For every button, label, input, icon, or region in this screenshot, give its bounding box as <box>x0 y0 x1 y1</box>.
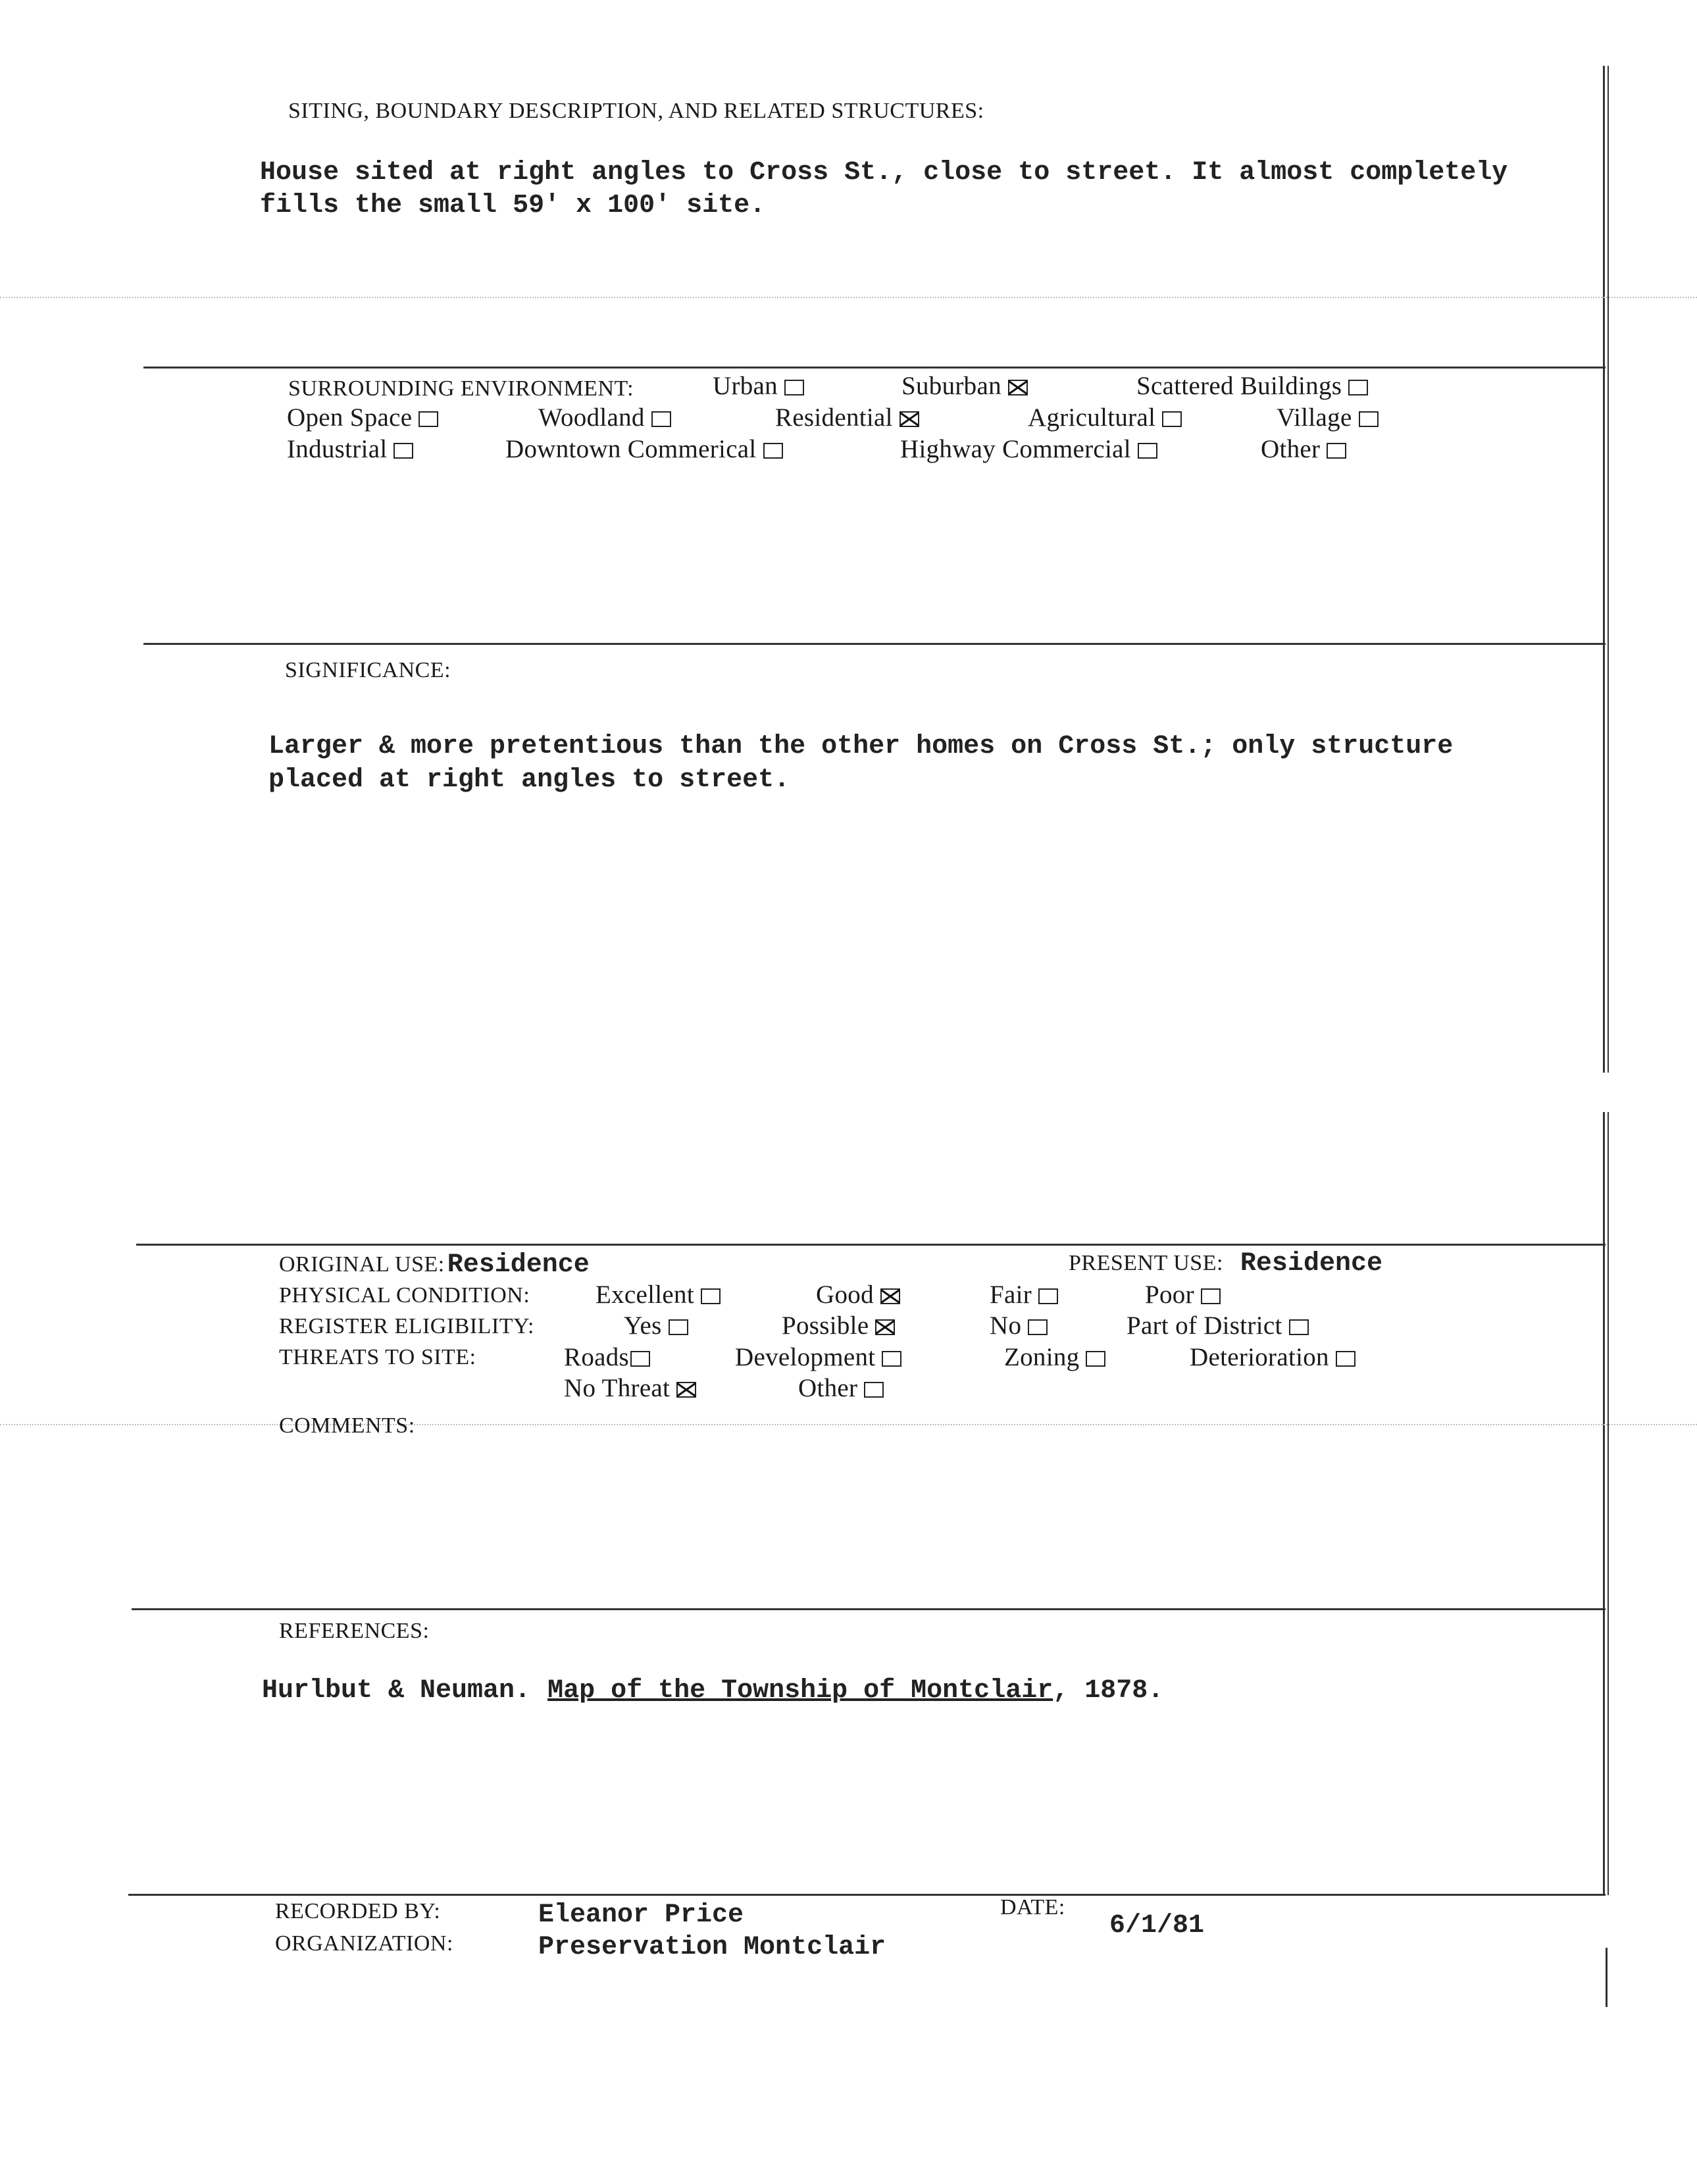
condition-option-excellent[interactable]: Excellent <box>595 1280 721 1309</box>
eligibility-option-possible[interactable]: Possible <box>782 1311 895 1340</box>
env-highway-checkbox[interactable] <box>1138 443 1157 459</box>
environment-heading: SURROUNDING ENVIRONMENT: <box>288 376 634 401</box>
reference-title: Map of the Township of Montclair <box>547 1676 1053 1706</box>
recorded-by-value: Eleanor Price <box>538 1900 744 1930</box>
threat-option-other[interactable]: Other <box>798 1373 884 1403</box>
env-agricultural-checkbox[interactable] <box>1162 411 1182 427</box>
condition-option-fair[interactable]: Fair <box>990 1280 1058 1309</box>
original-use: ORIGINAL USE: Residence <box>279 1250 590 1280</box>
siting-heading: SITING, BOUNDARY DESCRIPTION, AND RELATED STRUCTURES: <box>288 99 984 123</box>
reference-year: , 1878. <box>1053 1676 1164 1706</box>
references-heading: REFERENCES: <box>279 1619 430 1643</box>
env-option-village[interactable]: Village <box>1277 403 1379 432</box>
siting-text-line1: House sited at right angles to Cross St., close to street. It almost completely <box>260 158 1508 188</box>
physical-condition-heading: PHYSICAL CONDITION: <box>279 1283 530 1308</box>
threats-heading: THREATS TO SITE: <box>279 1345 476 1369</box>
eligibility-option-yes[interactable]: Yes <box>624 1311 688 1340</box>
eligibility-option-no[interactable]: No <box>990 1311 1048 1340</box>
siting-text-line2: fills the small 59' x 100' site. <box>260 191 766 220</box>
env-downtown-checkbox[interactable] <box>763 443 783 459</box>
threat-other-checkbox[interactable] <box>864 1382 884 1398</box>
env-option-scattered-buildings[interactable]: Scattered Buildings <box>1136 371 1368 401</box>
organization-value: Preservation Montclair <box>538 1933 886 1962</box>
condition-option-poor[interactable]: Poor <box>1145 1280 1221 1309</box>
threat-option-development[interactable]: Development <box>735 1342 901 1372</box>
organization-label: ORGANIZATION: <box>275 1931 453 1956</box>
condition-poor-checkbox[interactable] <box>1201 1288 1221 1304</box>
env-option-woodland[interactable]: Woodland <box>538 403 671 432</box>
threat-option-zoning[interactable]: Zoning <box>1004 1342 1105 1372</box>
env-option-highway-commercial[interactable]: Highway Commercial <box>900 434 1157 464</box>
right-border-bottom <box>1606 1948 1608 2007</box>
scan-artifact-line <box>0 297 1697 298</box>
env-urban-checkbox[interactable] <box>784 380 804 395</box>
condition-fair-checkbox[interactable] <box>1038 1288 1058 1304</box>
right-border-upper-inner <box>1608 66 1609 1073</box>
section-divider <box>143 643 1606 645</box>
env-suburban-checkbox[interactable] <box>1008 380 1028 395</box>
right-border-upper <box>1603 66 1605 1073</box>
section-divider <box>136 1244 1606 1246</box>
eligibility-possible-checkbox[interactable] <box>875 1319 895 1335</box>
reference-entry <box>262 1676 1163 1706</box>
env-option-suburban[interactable]: Suburban <box>901 371 1028 401</box>
register-eligibility-heading: REGISTER ELIGIBILITY: <box>279 1314 534 1338</box>
right-border-lower-inner <box>1608 1112 1609 1895</box>
significance-text-line1: Larger & more pretentious than the other homes on Cross St.; only structure <box>268 732 1454 761</box>
section-divider <box>143 367 1606 368</box>
env-other-checkbox[interactable] <box>1327 443 1346 459</box>
env-woodland-checkbox[interactable] <box>651 411 671 427</box>
env-option-agricultural[interactable]: Agricultural <box>1028 403 1182 432</box>
threat-option-deterioration[interactable]: Deterioration <box>1190 1342 1355 1372</box>
env-residential-checkbox[interactable] <box>899 411 919 427</box>
eligibility-no-checkbox[interactable] <box>1028 1319 1048 1335</box>
condition-good-checkbox[interactable] <box>880 1288 900 1304</box>
threat-development-checkbox[interactable] <box>882 1351 901 1367</box>
env-open-space-checkbox[interactable] <box>418 411 438 427</box>
condition-option-good[interactable]: Good <box>816 1280 900 1309</box>
scan-artifact-line <box>0 1424 1697 1425</box>
right-border-lower <box>1603 1112 1605 1895</box>
env-option-residential[interactable]: Residential <box>775 403 919 432</box>
threat-zoning-checkbox[interactable] <box>1086 1351 1105 1367</box>
recorded-by-label: RECORDED BY: <box>275 1899 441 1923</box>
env-option-industrial[interactable]: Industrial <box>287 434 413 464</box>
condition-excellent-checkbox[interactable] <box>701 1288 721 1304</box>
date-label: DATE: <box>1000 1895 1065 1919</box>
env-village-checkbox[interactable] <box>1359 411 1379 427</box>
comments-heading: COMMENTS: <box>279 1413 415 1438</box>
section-divider <box>128 1894 1606 1896</box>
env-scattered-checkbox[interactable] <box>1348 380 1368 395</box>
eligibility-yes-checkbox[interactable] <box>669 1319 688 1335</box>
env-option-downtown-commercial[interactable]: Downtown Commerical <box>505 434 783 464</box>
reference-author: Hurlbut & Neuman. <box>262 1676 531 1706</box>
eligibility-option-part-of-district[interactable]: Part of District <box>1127 1311 1309 1340</box>
threat-roads-checkbox[interactable] <box>630 1351 650 1367</box>
env-option-urban[interactable]: Urban <box>713 371 804 401</box>
threat-option-no-threat[interactable]: No Threat <box>564 1373 696 1403</box>
threat-no-threat-checkbox[interactable] <box>676 1382 696 1398</box>
env-industrial-checkbox[interactable] <box>393 443 413 459</box>
present-use: PRESENT USE: Residence <box>1069 1249 1382 1279</box>
significance-text-line2: placed at right angles to street. <box>268 765 790 795</box>
threat-deterioration-checkbox[interactable] <box>1336 1351 1355 1367</box>
eligibility-district-checkbox[interactable] <box>1289 1319 1309 1335</box>
significance-heading: SIGNIFICANCE: <box>285 658 451 682</box>
env-option-open-space[interactable]: Open Space <box>287 403 438 432</box>
env-option-other[interactable]: Other <box>1261 434 1346 464</box>
date-value: 6/1/81 <box>1109 1911 1205 1941</box>
section-divider <box>132 1608 1606 1610</box>
threat-option-roads[interactable]: Roads <box>564 1342 650 1372</box>
